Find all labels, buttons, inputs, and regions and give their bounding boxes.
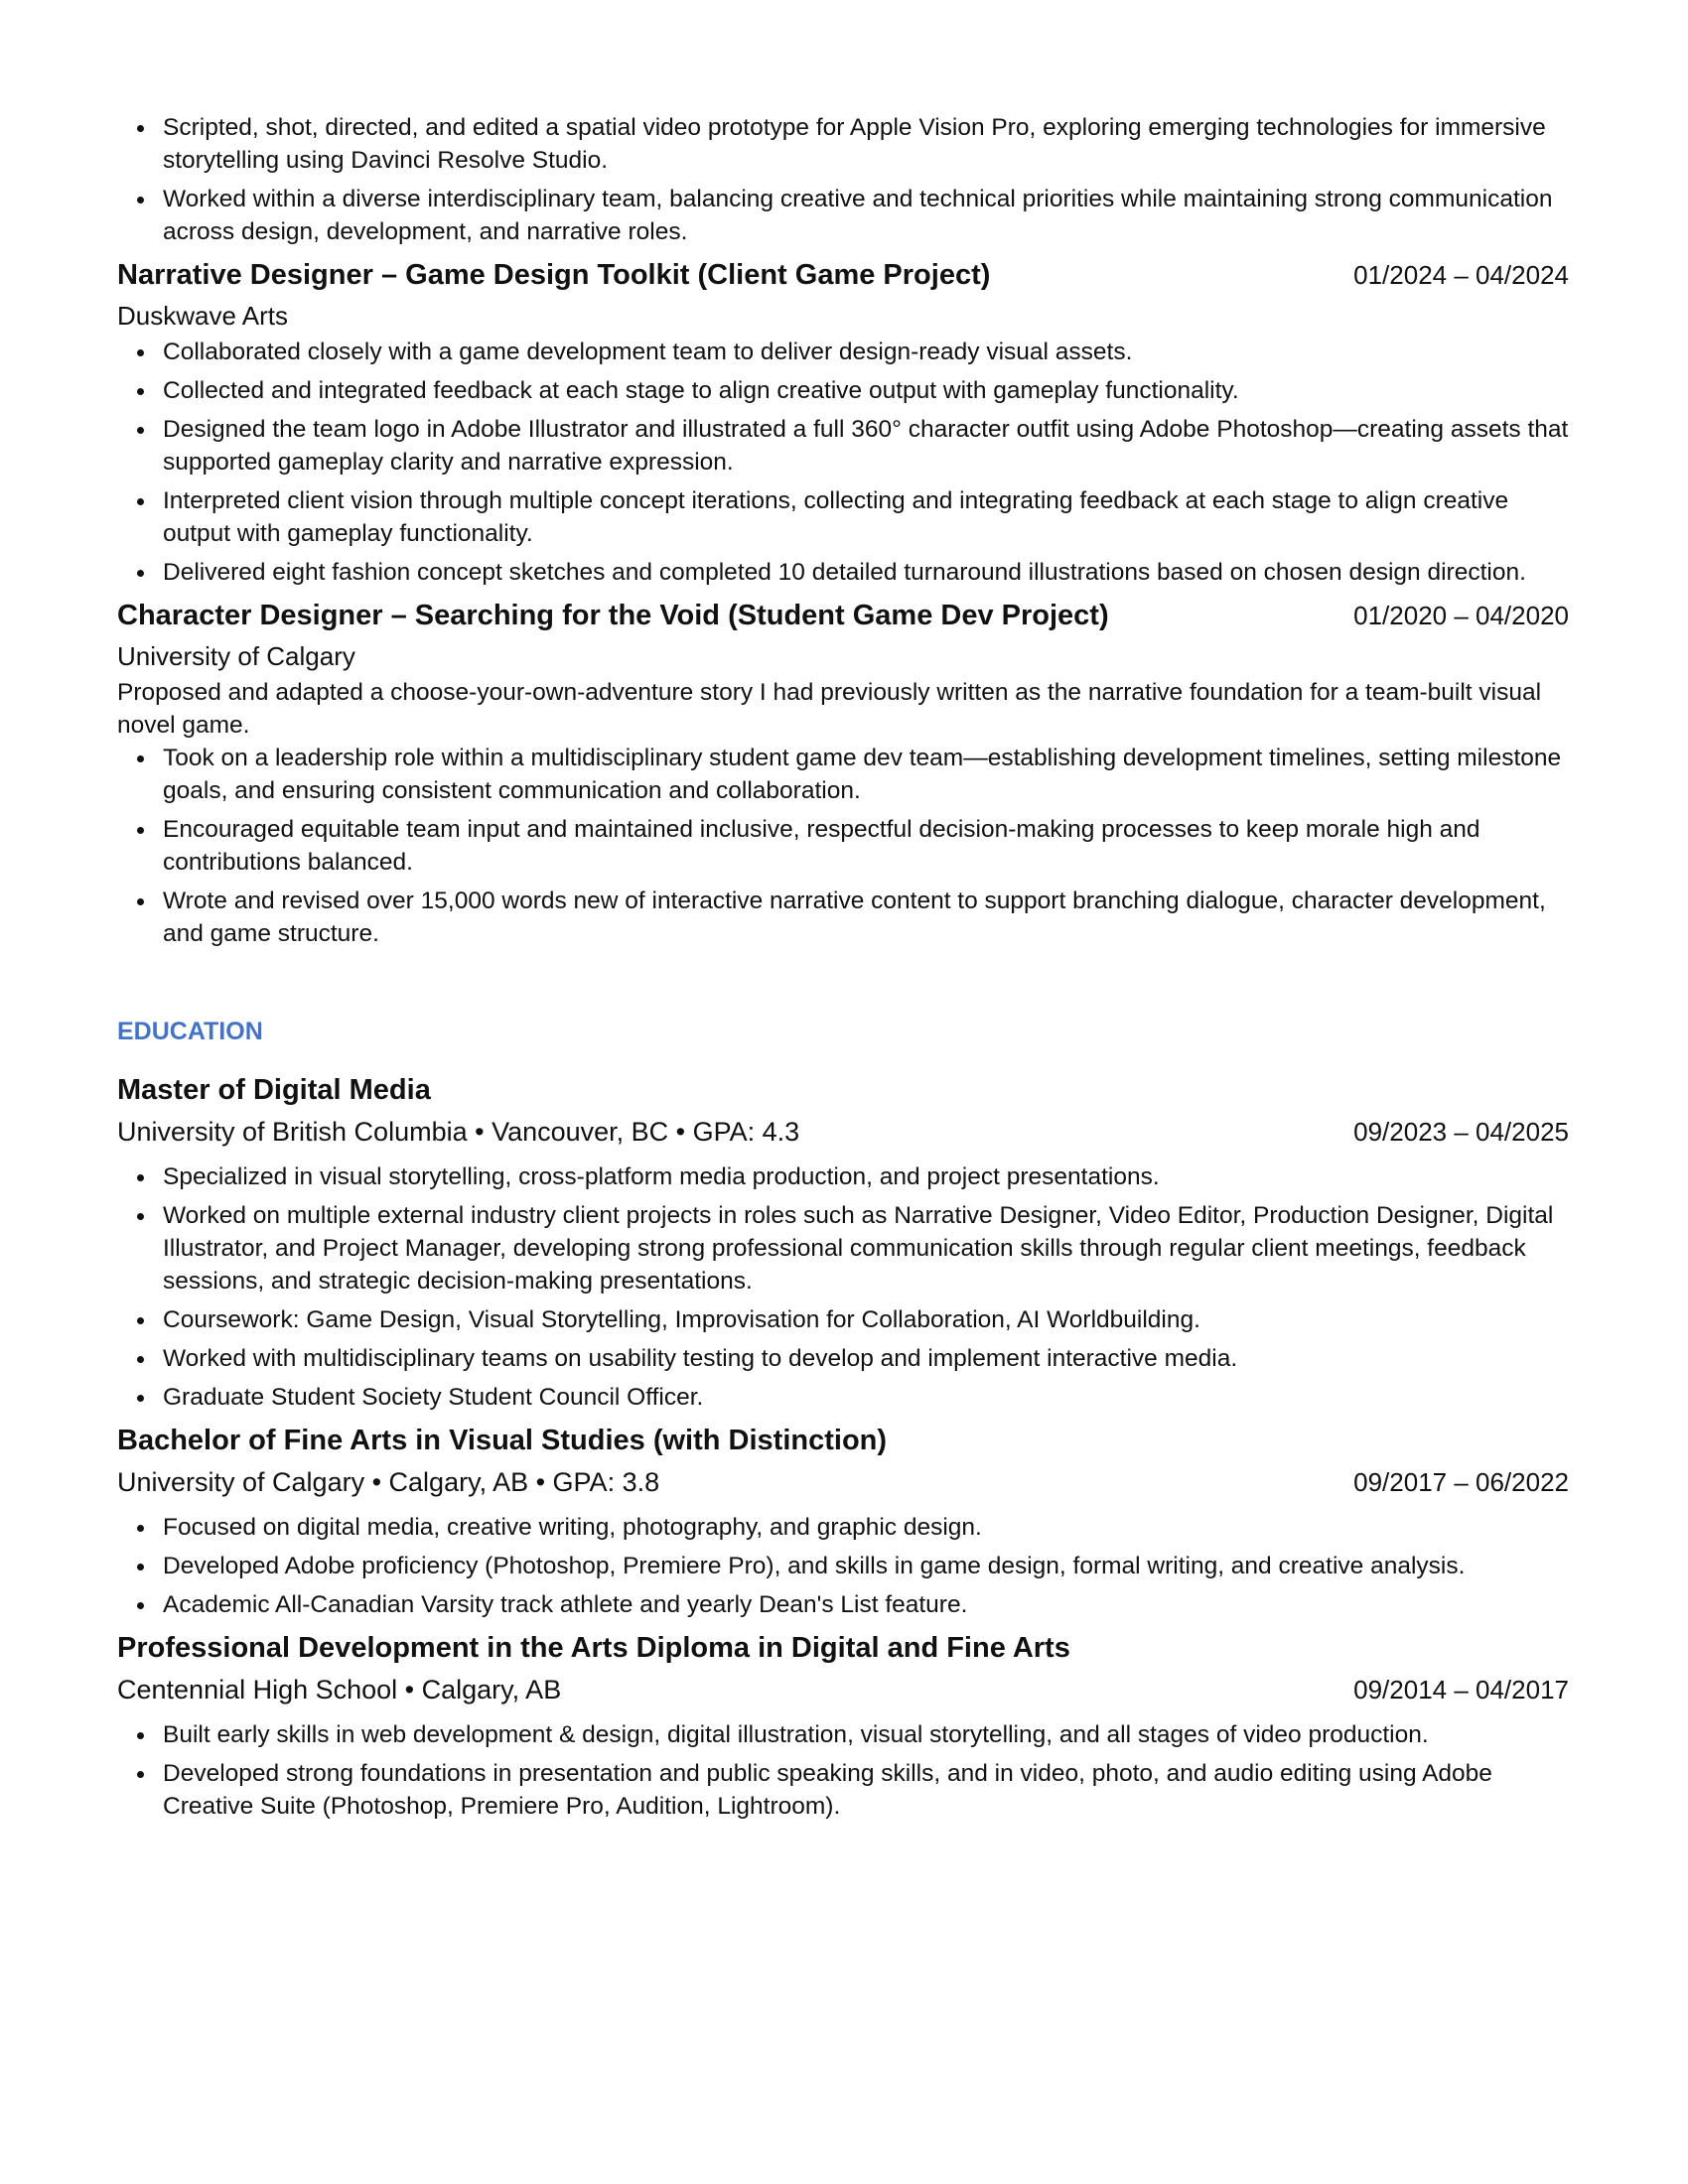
education-dates: 09/2023 – 04/2025 (1353, 1117, 1569, 1147)
education-bullets (117, 1718, 1569, 1823)
bullet-item: Interpreted client vision through multiple concept iterations, collecting and integrating feedback at each stage to align creative output with gameplay functionality. (163, 484, 1569, 550)
organization-name: Duskwave Arts (117, 301, 288, 331)
bullet-item: Collaborated closely with a game development team to deliver design-ready visual assets. (163, 336, 1569, 368)
bullet-item: Specialized in visual storytelling, cross-platform media production, and project presentations. (163, 1160, 1569, 1193)
institution-line (117, 1669, 1569, 1710)
previous-role-bullets (117, 111, 1569, 248)
education-entry-bachelor (117, 1420, 1569, 1621)
bullet-item: Academic All-Canadian Varsity track athlete and yearly Dean's List feature. (163, 1588, 1569, 1621)
bullet-item: Worked with multidisciplinary teams on usability testing to develop and implement interactive media. (163, 1342, 1569, 1375)
institution-details: University of Calgary • Calgary, AB • GPA: 3.8 (117, 1467, 660, 1497)
bullet-item: Coursework: Game Design, Visual Storytelling, Improvisation for Collaboration, AI Worldbuilding. (163, 1303, 1569, 1336)
education-entry-master (117, 1069, 1569, 1414)
bullet-item: Designed the team logo in Adobe Illustrator and illustrated a full 360° character outfit using Adobe Photoshop—creating assets that supported gameplay clarity and narrative expression. (163, 413, 1569, 478)
role-bullets (117, 336, 1569, 589)
bullet-icon (137, 498, 144, 505)
bullet-item: Built early skills in web development & design, digital illustration, visual storytelling, and all stages of video production. (163, 1718, 1569, 1751)
education-section-heading: EDUCATION (117, 1018, 263, 1045)
bullet-icon (137, 827, 144, 834)
role-dates: 01/2024 – 04/2024 (1353, 260, 1569, 290)
education-bullets (117, 1160, 1569, 1414)
bullet-item: Collected and integrated feedback at each stage to align creative output with gameplay functionality. (163, 374, 1569, 407)
bullet-item: Took on a leadership role within a multidisciplinary student game dev team—establishing development timelines, setting milestone goals, and ensuring consistent communication and collaboration. (163, 742, 1569, 807)
bullet-icon (137, 1771, 144, 1778)
institution-details: Centennial High School • Calgary, AB (117, 1675, 562, 1705)
bullet-item: Graduate Student Society Student Council Officer. (163, 1381, 1569, 1414)
bullet-icon (137, 388, 144, 395)
bullet-icon (137, 755, 144, 762)
bullet-icon (137, 898, 144, 905)
bullet-icon (137, 1564, 144, 1570)
bullet-item: Scripted, shot, directed, and edited a spatial video prototype for Apple Vision Pro, exploring emerging technologies for immersive storytelling using Davinci Resolve Studio. (163, 111, 1569, 177)
bullet-icon (137, 1174, 144, 1181)
education-bullets (117, 1511, 1569, 1621)
institution-line (117, 1461, 1569, 1503)
bullet-item: Delivered eight fashion concept sketches and completed 10 detailed turnaround illustrations based on chosen design direction. (163, 556, 1569, 589)
role-summary: Proposed and adapted a choose-your-own-adventure story I had previously written as the narrative foundation for a team-built visual novel game. (117, 679, 1542, 739)
organization-name: University of Calgary (117, 641, 355, 671)
bullet-item: Worked within a diverse interdisciplinary team, balancing creative and technical priorities while maintaining strong communication across design, development, and narrative roles. (163, 183, 1569, 248)
bullet-icon (137, 1317, 144, 1324)
experience-entry-character-designer (117, 595, 1569, 950)
role-title: Narrative Designer – Game Design Toolkit (Client Game Project) (117, 259, 991, 291)
bullet-icon (137, 427, 144, 434)
bullet-item: Wrote and revised over 15,000 words new of interactive narrative content to support branching dialogue, character development, and game structure. (163, 885, 1569, 950)
role-dates: 01/2020 – 04/2020 (1353, 601, 1569, 630)
bullet-icon (137, 125, 144, 132)
bullet-icon (137, 1395, 144, 1402)
bullet-icon (137, 1213, 144, 1220)
resume-page (117, 111, 1569, 1829)
bullet-icon (137, 349, 144, 356)
bullet-item: Developed Adobe proficiency (Photoshop, Premiere Pro), and skills in game design, formal writing, and creative analysis. (163, 1550, 1569, 1582)
education-entry-diploma (117, 1627, 1569, 1823)
bullet-item: Focused on digital media, creative writing, photography, and graphic design. (163, 1511, 1569, 1544)
education-dates: 09/2014 – 04/2017 (1353, 1675, 1569, 1705)
bullet-icon (137, 1525, 144, 1532)
institution-line (117, 1111, 1569, 1153)
role-header (117, 595, 1569, 636)
institution-details: University of British Columbia • Vancouver, BC • GPA: 4.3 (117, 1117, 800, 1147)
role-header (117, 254, 1569, 296)
experience-entry-narrative-designer (117, 254, 1569, 589)
education-dates: 09/2017 – 06/2022 (1353, 1467, 1569, 1497)
bullet-item: Encouraged equitable team input and maintained inclusive, respectful decision-making processes to keep morale high and contributions balanced. (163, 813, 1569, 879)
bullet-icon (137, 570, 144, 577)
role-title: Character Designer – Searching for the Void (Student Game Dev Project) (117, 600, 1109, 631)
bullet-icon (137, 1602, 144, 1609)
bullet-icon (137, 1356, 144, 1363)
bullet-icon (137, 1732, 144, 1739)
bullet-icon (137, 197, 144, 204)
degree-title: Master of Digital Media (117, 1074, 431, 1106)
role-bullets (117, 742, 1569, 950)
degree-title: Professional Development in the Arts Diploma in Digital and Fine Arts (117, 1632, 1070, 1664)
bullet-item: Worked on multiple external industry client projects in roles such as Narrative Designer, Video Editor, Production Designer, Digital Illustrator, and Project Manager, developing strong professional communication skills through regular client meetings, feedback sessions, and strategic decision-making presentations. (163, 1199, 1569, 1297)
bullet-item: Developed strong foundations in presentation and public speaking skills, and in video, photo, and audio editing using Adobe Creative Suite (Photoshop, Premiere Pro, Audition, Lightroom). (163, 1757, 1569, 1823)
degree-title: Bachelor of Fine Arts in Visual Studies (with Distinction) (117, 1425, 888, 1456)
